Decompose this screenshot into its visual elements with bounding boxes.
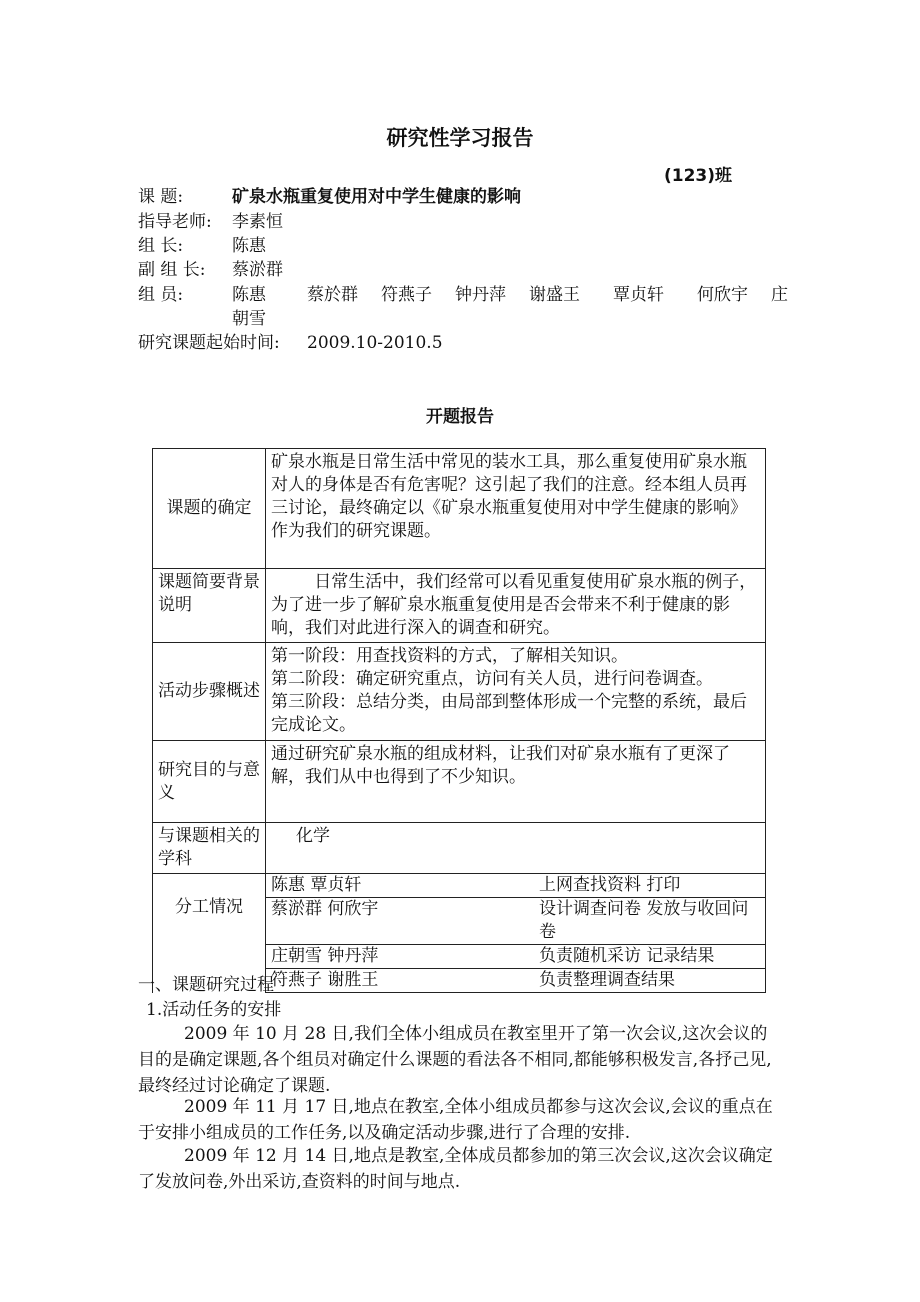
- division-cell: [266, 874, 766, 993]
- period-value: 2009.10-2010.5: [307, 333, 443, 353]
- step-item: 第一阶段：用查找资料的方式，了解相关知识。: [271, 646, 628, 666]
- member-name: 谢盛王: [529, 285, 580, 305]
- leader-value: 陈惠: [232, 236, 266, 256]
- members-label: 组 员:: [138, 285, 184, 305]
- members-row: [0, 282, 920, 334]
- process-paragraph: 2009 年 11 月 17 日,地点在教室,全体小组成员都参与这次会议,会议的重点在于安排小组成员的工作任务,以及确定活动步骤,进行了合理的安排.: [138, 1097, 773, 1143]
- row-content: 日常生活中，我们经常可以看见重复使用矿泉水瓶的例子，为了进一步了解矿泉水瓶重复使用是否会带来不利于健康的影响，我们对此进行深入的调查和研究。: [266, 569, 766, 643]
- process-paragraph: 2009 年 10 月 28 日,我们全体小组成员在教室里开了第一次会议,这次会议的目的是确定课题,各个组员对确定什么课题的看法各不相同,都能够积极发言,各抒己见,最终经过讨论确定了课题.: [138, 1024, 772, 1096]
- row-label: 研究目的与意义: [153, 741, 266, 823]
- member-name: 钟丹萍: [455, 285, 506, 305]
- row-label: 活动步骤概述: [153, 643, 266, 741]
- member-name: 符燕子: [381, 285, 432, 305]
- row-label: 课题简要背景说明: [153, 569, 266, 643]
- period-label: 研究课题起始时间:: [138, 333, 280, 353]
- division-names: 陈惠 覃贞轩: [271, 875, 362, 895]
- division-names: 符燕子 谢胜王: [271, 970, 379, 990]
- step-item: 第三阶段：总结分类，由局部到整体形成一个完整的系统，最后完成论文。: [271, 692, 747, 735]
- leader-label: 组 长:: [138, 236, 184, 256]
- row-label: 课题的确定: [153, 449, 266, 569]
- topic-label: 课 题:: [138, 187, 184, 207]
- process-heading: 一、课题研究过程: [138, 975, 274, 995]
- topic-value: 矿泉水瓶重复使用对中学生健康的影响: [232, 187, 521, 207]
- member-name: 何欣宇: [697, 285, 748, 305]
- member-name: 庄: [771, 285, 788, 305]
- row-label: 与课题相关的学科: [153, 823, 266, 874]
- vice-leader-label: 副 组 长:: [138, 260, 206, 280]
- member-name: 陈惠: [232, 285, 266, 305]
- report-title: 开题报告: [426, 407, 494, 427]
- proposal-table: [152, 448, 766, 993]
- row-content: 化学: [266, 823, 766, 874]
- division-names: 庄朝雪 钟丹萍: [271, 946, 379, 966]
- vice-leader-value: 蔡淤群: [232, 260, 283, 280]
- table-row: [153, 643, 766, 741]
- table-row: [153, 449, 766, 569]
- member-name: 覃贞轩: [613, 285, 664, 305]
- table-row: [153, 741, 766, 823]
- member-name: 朝雪: [232, 309, 266, 329]
- class-tag: (123)班: [664, 166, 733, 186]
- table-row: [153, 823, 766, 874]
- row-content: 矿泉水瓶是日常生活中常见的装水工具，那么重复使用矿泉水瓶对人的身体是否有危害呢？这引起了我们的注意。经本组人员再三讨论，最终确定以《矿泉水瓶重复使用对中学生健康的影响》作为我们的研究课题。: [266, 449, 766, 569]
- steps-cell: [266, 643, 766, 741]
- table-row: [153, 569, 766, 643]
- division-task: 设计调查问卷 发放与收回问卷: [539, 899, 749, 942]
- process-subheading: 1.活动任务的安排: [146, 1000, 282, 1020]
- row-content: 通过研究矿泉水瓶的组成材料，让我们对矿泉水瓶有了更深了解，我们从中也得到了不少知识。: [266, 741, 766, 823]
- division-names: 蔡淤群 何欣宇: [271, 899, 379, 919]
- process-paragraph: 2009 年 12 月 14 日,地点是教室,全体成员都参加的第三次会议,这次会议确定了发放问卷,外出采访,查资料的时间与地点.: [138, 1146, 773, 1192]
- division-task: 负责整理调查结果: [539, 970, 675, 990]
- page-title: 研究性学习报告: [386, 126, 534, 150]
- member-name: 蔡於群: [307, 285, 358, 305]
- row-label: 分工情况: [153, 874, 266, 993]
- advisor-value: 李素恒: [232, 212, 283, 232]
- division-task: 负责随机采访 记录结果: [539, 946, 715, 966]
- division-task: 上网查找资料 打印: [539, 875, 681, 895]
- advisor-label: 指导老师:: [138, 212, 212, 232]
- step-item: 第二阶段：确定研究重点，访问有关人员，进行问卷调查。: [271, 669, 713, 689]
